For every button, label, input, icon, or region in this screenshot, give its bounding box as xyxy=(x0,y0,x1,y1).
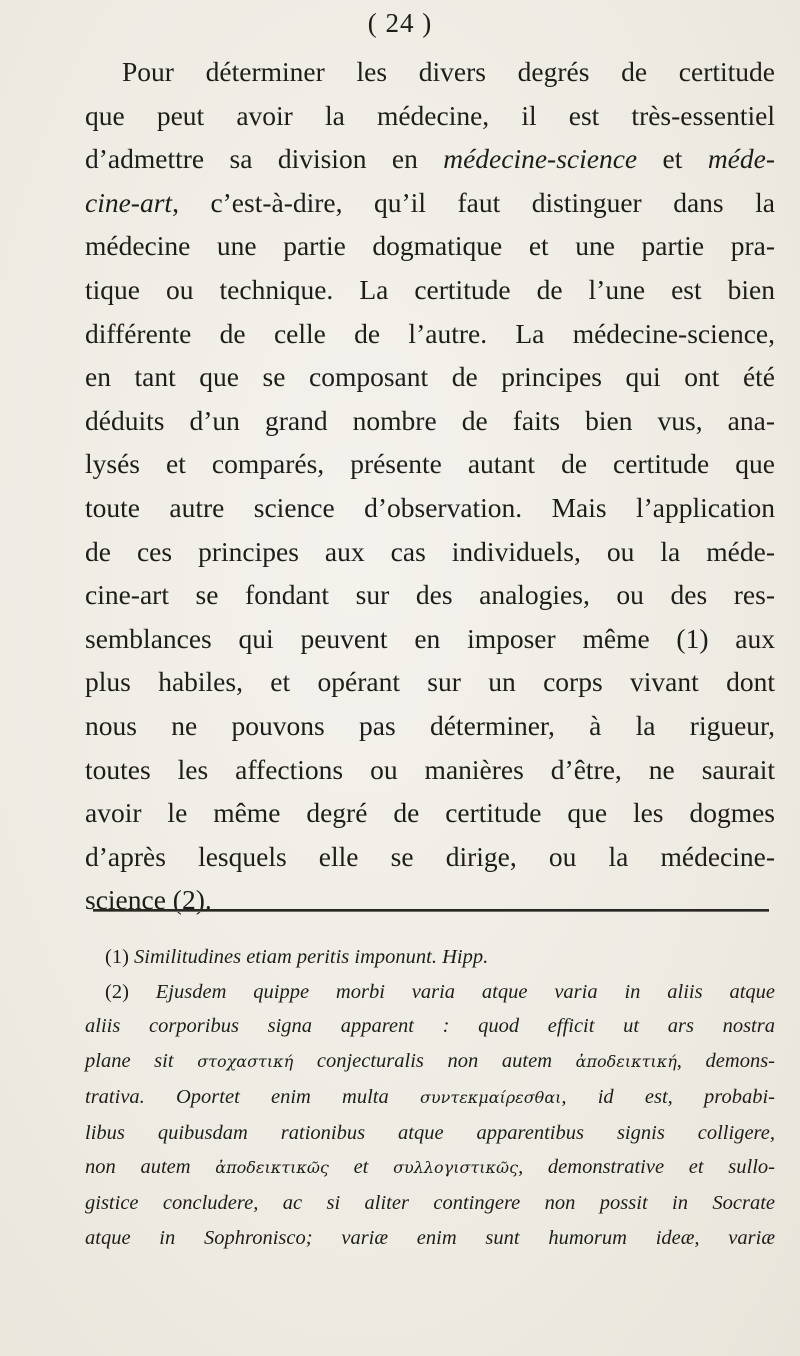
footnote-line: trativa. Oportet enim multa συντεκμαίρεσθαι, id est, probabi- xyxy=(85,1085,775,1108)
text-line: d’après lesquels elle se dirige, ou la médecine- xyxy=(85,840,775,872)
greek-term: στοχαστική xyxy=(197,1052,294,1072)
footnote-line: aliis corporibus signa apparent : quod efficit ut ars nostra xyxy=(85,1015,775,1038)
text-line: toutes les affections ou manières d’être, ne saurait xyxy=(85,753,775,785)
text-line: science (2). xyxy=(85,884,212,916)
footnote-line: libus quibusdam rationibus atque apparentibus signis colligere, xyxy=(85,1121,775,1144)
text-line: médecine une partie dogmatique et une partie pra- xyxy=(85,230,775,262)
emphasis: cine-art xyxy=(85,186,173,218)
text-line: Pour déterminer les divers degrés de certitude xyxy=(122,56,775,87)
text-line: avoir le même degré de certitude que les dogmes xyxy=(85,797,775,829)
footnote-line: non autem ἀποδεικτικῶς et συλλογιστικῶς, demonstrative et sullo- xyxy=(85,1156,775,1179)
footnote-line: gistice concludere, ac si aliter contingere non possit in Socrate xyxy=(85,1191,775,1214)
text-line: lysés et comparés, présente autant de certitude que xyxy=(85,448,775,480)
text-line: d’admettre sa division en médecine-science et méde- xyxy=(85,143,775,175)
greek-term: ἀποδεικτική xyxy=(575,1052,677,1072)
emphasis: médecine-science xyxy=(443,143,638,175)
footnote-1: (1) Similitudines etiam peritis imponunt. Hipp. xyxy=(105,946,489,968)
text-line: semblances qui peuvent en imposer même (1) aux xyxy=(85,622,775,654)
text-line: de ces principes aux cas individuels, ou la méde- xyxy=(85,535,775,567)
greek-term: συλλογιστικῶς xyxy=(393,1158,519,1178)
footnotes xyxy=(85,940,775,1255)
text-line: cine-art, c’est-à-dire, qu’il faut distinguer dans la xyxy=(85,186,775,218)
text-line: déduits d’un grand nombre de faits bien vus, ana- xyxy=(85,404,775,436)
text-line: toute autre science d’observation. Mais l’application xyxy=(85,491,775,523)
page-number: ( 24 ) xyxy=(367,8,433,38)
text-line: que peut avoir la médecine, il est très-essentiel xyxy=(85,99,775,131)
footnote-divider xyxy=(93,909,769,912)
footnote-line: plane sit στοχαστική conjecturalis non autem ἀποδεικτική, demons- xyxy=(85,1050,776,1073)
emphasis: méde- xyxy=(707,143,775,175)
text-line: plus habiles, et opérant sur un corps vivant dont xyxy=(85,666,775,698)
text-line: différente de celle de l’autre. La médecine-science, xyxy=(85,317,775,349)
text-line: tique ou technique. La certitude de l’une est bien xyxy=(85,273,775,305)
text-line: cine-art se fondant sur des analogies, ou des res- xyxy=(85,579,775,611)
text-line: nous ne pouvons pas déterminer, à la rigueur, xyxy=(85,709,775,741)
main-text xyxy=(85,50,775,922)
footnote-2: (2) Ejusdem quippe morbi varia atque varia in aliis atque xyxy=(105,980,776,1003)
greek-term: ἀποδεικτικῶς xyxy=(215,1158,329,1178)
footnote-line: atque in Sophronisco; variæ enim sunt humorum ideæ, variæ xyxy=(85,1226,775,1249)
greek-term: συντεκμαίρεσθαι xyxy=(419,1087,562,1107)
text-line: en tant que se composant de principes qui ont été xyxy=(85,361,775,393)
